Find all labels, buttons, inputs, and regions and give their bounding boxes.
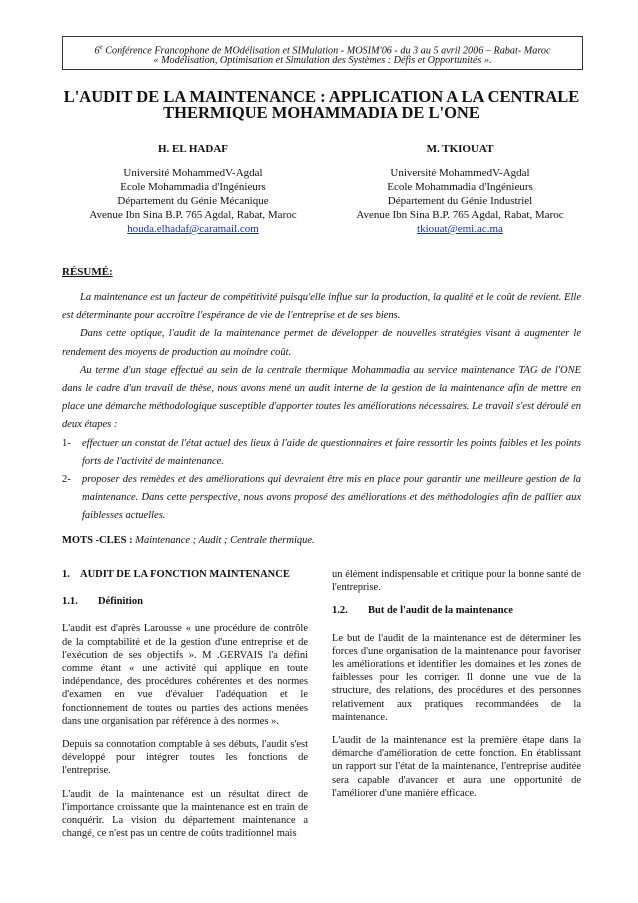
- author-affiliation: Ecole Mohammadia d'Ingénieurs: [387, 181, 533, 193]
- body-paragraph: Depuis sa connotation comptable à ses débuts, l'audit s'est développé pour intégrer toutes les fonctions de l'entreprise.: [62, 739, 308, 777]
- author-affiliation: Département du Génie Industriel: [387, 195, 533, 207]
- conference-number: 6: [94, 45, 100, 57]
- subsection-heading: [332, 604, 581, 617]
- subsection-heading: [62, 595, 308, 608]
- section-number: 1.: [62, 569, 70, 580]
- conference-ordinal: e: [99, 43, 103, 51]
- author-address: Avenue Ibn Sina B.P. 765 Agdal, Rabat, Maroc: [89, 209, 297, 221]
- author-affiliation: Département du Génie Mécanique: [117, 195, 269, 207]
- author-name: H. EL HADAF: [158, 143, 228, 155]
- right-column: [332, 568, 581, 810]
- author-email-link[interactable]: houda.elhadaf@caramail.com: [127, 223, 259, 235]
- author-block-1: [62, 142, 324, 236]
- abstract-paragraph: La maintenance est un facteur de compétitivité puisqu'elle influe sur la production, la qualité et le coût de revient. Elle est déterminante pour accroître l'espérance de vie de l'entreprise et de ses biens.: [62, 292, 581, 322]
- subsection-number: 1.1.: [62, 596, 78, 608]
- section-heading: [62, 568, 308, 581]
- keywords: [62, 535, 315, 546]
- list-text: effectuer un constat de l'état actuel des lieux à l'aide de questionnaires et faire ressortir les points faibles et les points forts de l'activité de maintenance.: [82, 437, 581, 467]
- body-paragraph: L'audit est d'après Larousse « une procédure de contrôle de la comptabilité et de la gestion d'une entreprise et de l'exécution de ses objectifs ». M .GERVAIS l'a défini comme étant « une activité qui applique en toute indépendance, des procédures cohérentes et des normes d'examen en vue d'évaluer l'adéquation et le fonctionnement de toutes ou parties des actions menées dans une organisation par référence à des normes ».: [62, 623, 308, 727]
- author-affiliation: Université MohammedV-Agdal: [123, 167, 263, 179]
- abstract-list-item: [62, 435, 581, 471]
- conference-theme: « Modélisation, Optimisation et Simulation des Systèmes : Défis et Opportunités ».: [153, 55, 492, 66]
- subsection-number: 1.2.: [332, 605, 348, 617]
- paper-title-line-1: L'AUDIT DE LA MAINTENANCE : APPLICATION A LA CENTRALE: [63, 87, 580, 106]
- author-block-2: [340, 142, 580, 236]
- author-affiliation: Ecole Mohammadia d'Ingénieurs: [120, 181, 266, 193]
- subsection-title: But de l'audit de la maintenance: [368, 605, 513, 617]
- keywords-label: MOTS -CLES :: [62, 535, 133, 546]
- abstract-body: [62, 289, 581, 526]
- section-title: AUDIT DE LA FONCTION MAINTENANCE: [80, 569, 290, 580]
- author-email-link[interactable]: tkiouat@emi.ac.ma: [417, 223, 503, 235]
- body-paragraph: Le but de l'audit de la maintenance est de déterminer les forces d'une organisation de la maintenance pour favoriser les améliorations et identifier les domaines et les zones de faiblesses pour les corriger. Il donne une vue de la structure, des relations, des procédures et des personnes relativement aux pratiques recommandées de la maintenance.: [332, 632, 581, 723]
- author-name: M. TKIOUAT: [426, 143, 494, 155]
- conference-header: [62, 36, 583, 70]
- list-text: proposer des remèdes et des améliorations qui devraient être mis en place pour garantir une meilleure gestion de la maintenance. Dans cette perspective, nous avons proposé des améliorations et des méthodologies afin de pallier aux faiblesses actuelles.: [82, 474, 581, 522]
- author-affiliation: Université MohammedV-Agdal: [390, 167, 530, 179]
- author-address: Avenue Ibn Sina B.P. 765 Agdal, Rabat, Maroc: [356, 209, 564, 221]
- keywords-value: Maintenance ; Audit ; Centrale thermique.: [132, 535, 315, 546]
- body-paragraph: L'audit de la maintenance est un résultat direct de l'importance croissante que la maintenance est en train de conquérir. La vision du département maintenance a changé, ce n'est pas un centre de coûts traditionnel mais: [62, 788, 308, 840]
- body-paragraph: un élément indispensable et critique pour la bonne santé de l'entreprise.: [332, 569, 581, 594]
- subsection-title: Définition: [98, 596, 143, 608]
- list-number: 2-: [62, 474, 71, 486]
- list-number: 1-: [62, 437, 71, 449]
- abstract-list-item: [62, 471, 581, 526]
- abstract-paragraph: Dans cette optique, l'audit de la maintenance permet de développer de nouvelles stratégies visant à augmenter le rendement des moyens de production au moindre coût.: [62, 328, 581, 358]
- paper-title-line-2: THERMIQUE MOHAMMADIA DE L'ONE: [163, 103, 480, 122]
- body-paragraph: L'audit de la maintenance est la première étape dans la démarche d'amélioration de cette fonction. En établissant un rapport sur l'état de la maintenance, l'entreprise auditée sera capable d'avancer et aura une opportunité de l'améliorer d'une manière efficace.: [332, 735, 581, 799]
- left-column: [62, 568, 308, 850]
- abstract-paragraph: Au terme d'un stage effectué au sein de la centrale thermique Mohammadia au service maintenance TAG de l'ONE dans le cadre d'un travail de thèse, nous avons mené un audit interne de la gestion de la maintenance afin de mettre en place une démarche méthodologique susceptible d'apporter toutes les améliorations nécessaires. Le travail s'est déroulé en deux étapes :: [62, 364, 581, 431]
- conference-name: Conférence Francophone de MOdélisation et SIMulation - MOSIM'06 - du 3 au 5 avril 2006 – Rabat- Maroc: [102, 45, 551, 57]
- abstract-heading: RÉSUMÉ:: [62, 266, 113, 278]
